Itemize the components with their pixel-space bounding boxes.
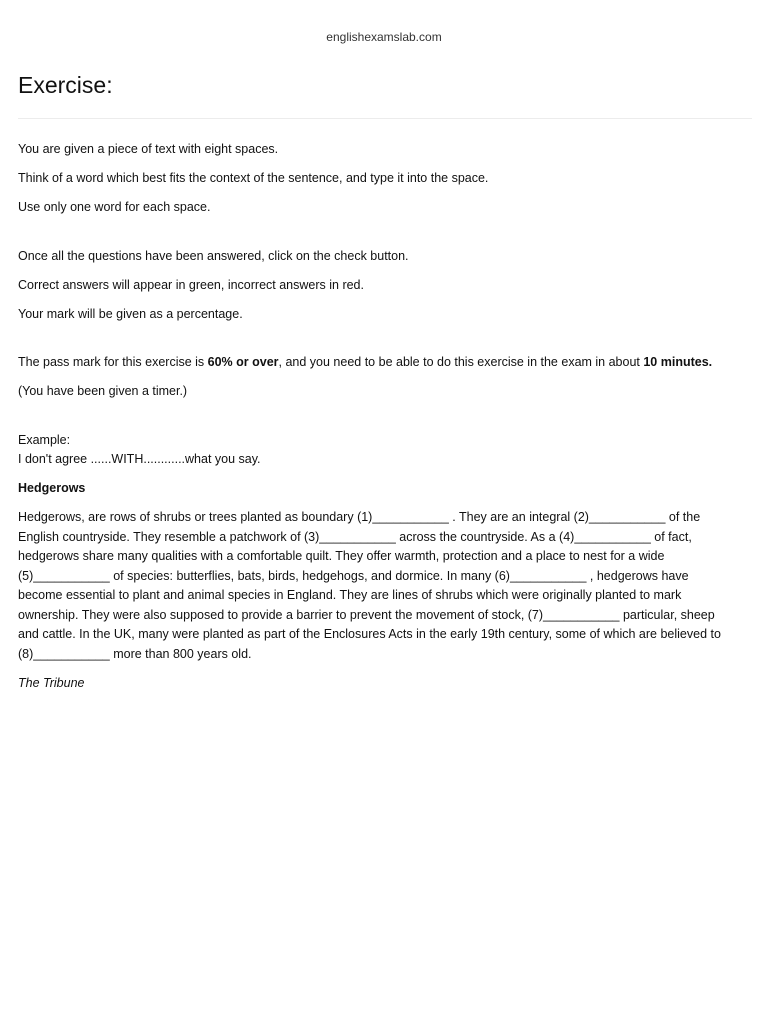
instruction-text: You are given a piece of text with eight spaces. xyxy=(18,142,279,156)
pass-mark-value: 60% or over xyxy=(207,355,279,369)
passage-text: Hedgerows, are rows of shrubs or trees planted as boundary (1)___________ . They are an integral (2)___________ of the English countryside. They resemble a patchwork of (3)___________ across the countryside. As a (4)___________ of fact, hedgerows share many qualities with a comfortable quilt. They offer warmth, protection and a place to nest for a wide (5)___________ of species: butterflies, bats, birds, hedgehogs, and dormice. In many (6)___________ , hedgerows have become essential to plant and animal species in England. They are lines of shrubs which were originally planted to mark ownership. They were also supposed to provide a barrier to prevent the movement of stock, (7)___________ particular, sheep and cattle. In the UK, many were planted as part of the Enclosures Acts in the early 19th century, some of which are believed to (8)___________ more than 800 years old. xyxy=(18,510,721,661)
pass-mark-middle: , and you need to be able to do this exercise in the exam in about xyxy=(278,355,644,369)
example-label: Example: xyxy=(18,432,71,447)
spacer xyxy=(18,227,734,247)
example-sentence: I don't agree ......WITH............what you say. xyxy=(18,452,261,466)
page-title: Exercise: xyxy=(18,72,113,98)
spacer xyxy=(18,411,734,431)
instruction-text: Use only one word for each space. xyxy=(18,200,211,214)
example-block xyxy=(18,431,734,470)
pass-mark-prefix: The pass mark for this exercise is xyxy=(18,355,208,369)
timer-note: (You have been given a timer.) xyxy=(18,384,188,398)
instruction-text: Correct answers will appear in green, incorrect answers in red. xyxy=(18,277,364,292)
instruction-text: Once all the questions have been answered, click on the check button. xyxy=(18,248,409,263)
exercise-content xyxy=(18,140,734,703)
passage-source: The Tribune xyxy=(18,675,85,690)
passage-heading: Hedgerows xyxy=(18,481,86,495)
title-divider xyxy=(18,118,752,119)
pass-mark-time: 10 minutes. xyxy=(643,355,713,369)
spacer xyxy=(18,334,734,354)
instruction-text: Your mark will be given as a percentage. xyxy=(18,306,243,321)
site-header: englishexamslab.com xyxy=(326,30,442,44)
pass-mark-text xyxy=(18,353,734,373)
instruction-text: Think of a word which best fits the context of the sentence, and type it into the space. xyxy=(18,171,489,185)
